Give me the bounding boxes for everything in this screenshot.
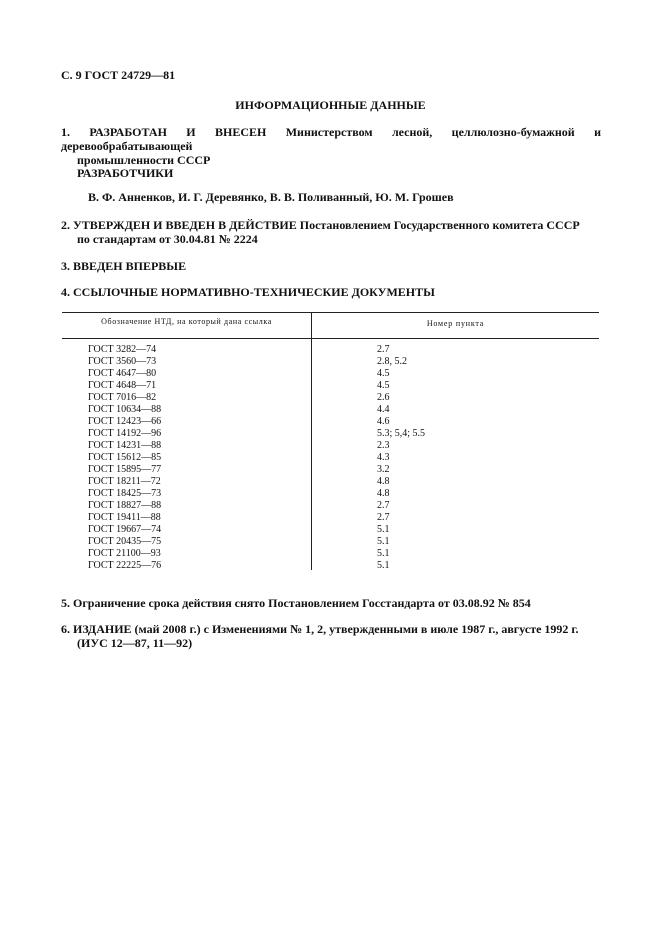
item-number: 2.8, 5.2 xyxy=(377,356,407,367)
table-row xyxy=(88,344,608,356)
item-number: 4.4 xyxy=(377,404,390,415)
gost-ref: ГОСТ 14231—88 xyxy=(88,440,162,451)
item-number: 2.7 xyxy=(377,344,390,355)
item-number: 2.6 xyxy=(377,392,390,403)
gost-ref: ГОСТ 3282—74 xyxy=(88,344,157,355)
item-number: 4.5 xyxy=(377,380,390,391)
table-row xyxy=(88,392,608,404)
table-row xyxy=(88,524,608,536)
table-row xyxy=(88,404,608,416)
item-number: 5.1 xyxy=(377,548,390,559)
table-row xyxy=(88,440,608,452)
table-row xyxy=(88,452,608,464)
gost-ref: ГОСТ 4647—80 xyxy=(88,368,157,379)
item-number: 4.8 xyxy=(377,488,390,499)
table-row xyxy=(88,560,608,572)
section-2 xyxy=(61,218,601,246)
item-number: 2.7 xyxy=(377,500,390,511)
reference-table-body xyxy=(88,344,608,572)
gost-ref: ГОСТ 3560—73 xyxy=(88,356,157,367)
section-2-cont: по стандартам от 30.04.81 № 2224 xyxy=(77,232,258,246)
item-number: 5.1 xyxy=(377,524,390,535)
item-number: 5.1 xyxy=(377,536,390,547)
section-6-cont: (ИУС 12—87, 11—92) xyxy=(77,636,193,650)
table-row xyxy=(88,368,608,380)
section-1-lead: 1. РАЗРАБОТАН И ВНЕСЕН xyxy=(61,125,267,139)
gost-ref: ГОСТ 18211—72 xyxy=(88,476,161,487)
gost-ref: ГОСТ 21100—93 xyxy=(88,548,161,559)
table-row xyxy=(88,356,608,368)
section-6-text: 6. ИЗДАНИЕ (май 2008 г.) с Изменениями № 1, 2, утвержденными в июле 1987 г., августе 1992 г. xyxy=(61,622,579,636)
section-4: 4. ССЫЛОЧНЫЕ НОРМАТИВНО-ТЕХНИЧЕСКИЕ ДОКУМЕНТЫ xyxy=(61,285,435,299)
gost-ref: ГОСТ 4648—71 xyxy=(88,380,157,391)
item-number: 4.5 xyxy=(377,368,390,379)
gost-ref: ГОСТ 14192—96 xyxy=(88,428,162,439)
section-3: 3. ВВЕДЕН ВПЕРВЫЕ xyxy=(61,259,187,273)
table-row xyxy=(88,536,608,548)
gost-ref: ГОСТ 20435—75 xyxy=(88,536,162,547)
table-row xyxy=(88,548,608,560)
table-row xyxy=(88,512,608,524)
table-top-rule xyxy=(62,312,599,313)
section-1 xyxy=(61,125,601,167)
section-2-text: Постановлением Государственного комитета СССР xyxy=(299,218,580,232)
table-row xyxy=(88,500,608,512)
section-1-cont: промышленности СССР xyxy=(77,153,211,167)
developers-list: В. Ф. Анненков, И. Г. Деревянко, В. В. Поливанный, Ю. М. Грошев xyxy=(88,190,454,204)
table-header-designation: Обозначение НТД, на который дана ссылка xyxy=(101,317,272,326)
item-number: 2.7 xyxy=(377,512,390,523)
section-5: 5. Ограничение срока действия снято Постановлением Госстандарта от 03.08.92 № 854 xyxy=(61,596,531,610)
table-header-item-number: Номер пункта xyxy=(426,319,485,328)
page-title: ИНФОРМАЦИОННЫЕ ДАННЫЕ xyxy=(235,98,426,112)
table-row xyxy=(88,476,608,488)
gost-ref: ГОСТ 7016—82 xyxy=(88,392,157,403)
gost-ref: ГОСТ 12423—66 xyxy=(88,416,162,427)
table-row xyxy=(88,416,608,428)
table-row xyxy=(88,428,608,440)
item-number: 2.3 xyxy=(377,440,390,451)
item-number: 5.3; 5,4; 5.5 xyxy=(377,428,426,439)
gost-ref: ГОСТ 10634—88 xyxy=(88,404,162,415)
item-number: 5.1 xyxy=(377,560,390,571)
item-number: 3.2 xyxy=(377,464,390,475)
item-number: 4.6 xyxy=(377,416,390,427)
gost-ref: ГОСТ 15895—77 xyxy=(88,464,162,475)
page-header: С. 9 ГОСТ 24729—81 xyxy=(61,68,176,82)
table-row xyxy=(88,464,608,476)
item-number: 4.8 xyxy=(377,476,390,487)
section-2-lead: 2. УТВЕРЖДЕН И ВВЕДЕН В ДЕЙСТВИЕ xyxy=(61,218,297,232)
table-row xyxy=(88,488,608,500)
developers-label: РАЗРАБОТЧИКИ xyxy=(77,166,174,180)
gost-ref: ГОСТ 22225—76 xyxy=(88,560,162,571)
section-6 xyxy=(61,622,601,650)
table-row xyxy=(88,380,608,392)
gost-ref: ГОСТ 19411—88 xyxy=(88,512,161,523)
gost-ref: ГОСТ 19667—74 xyxy=(88,524,162,535)
item-number: 4.3 xyxy=(377,452,390,463)
section-1-text: Министерством лесной, целлюлозно-бумажной и деревообрабатывающей xyxy=(61,125,601,153)
table-header-rule xyxy=(62,338,599,339)
gost-ref: ГОСТ 18425—73 xyxy=(88,488,162,499)
gost-ref: ГОСТ 18827—88 xyxy=(88,500,162,511)
gost-ref: ГОСТ 15612—85 xyxy=(88,452,162,463)
